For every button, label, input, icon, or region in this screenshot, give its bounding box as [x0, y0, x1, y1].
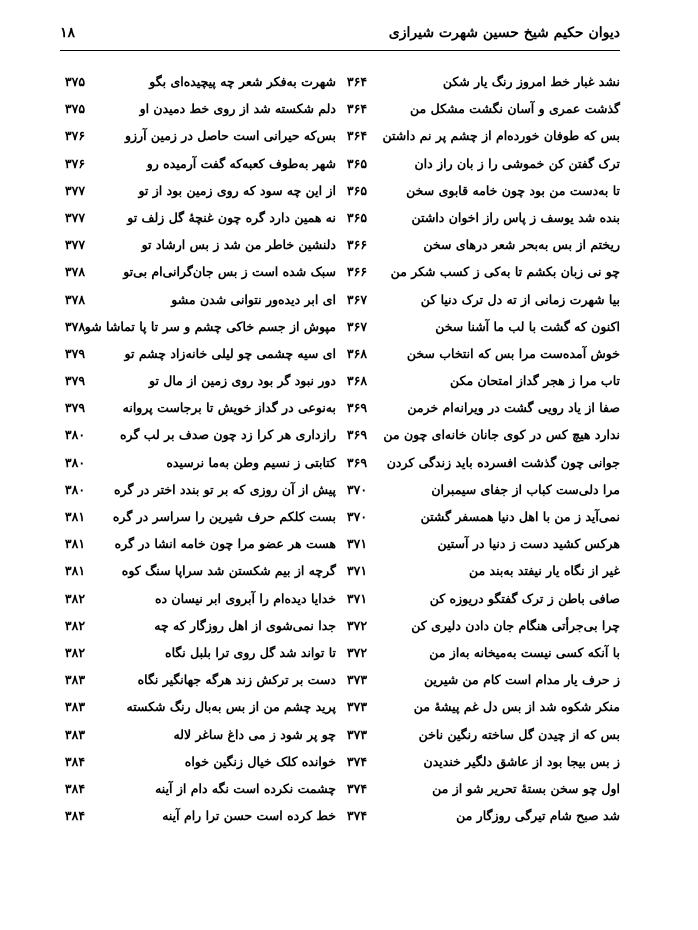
right-page-number: ۳۷۱	[346, 590, 368, 606]
right-verse: تاب مرا ز هجر گداز امتحان مکن	[450, 373, 620, 389]
left-page-number: ۳۸۴	[64, 780, 86, 796]
index-row	[0, 177, 698, 204]
right-verse: ز بس بیجا بود از عاشق دلگیر خندیدن	[423, 753, 620, 769]
right-verse: اکنون که گشت با لب ما آشنا سخن	[435, 318, 620, 334]
left-verse: سبک شده است ز بس جان‌گرانی‌ام بی‌تو	[123, 264, 336, 280]
right-verse: چرا بی‌جرأتی هنگام جان دادن دلیری کن	[411, 617, 620, 633]
left-verse: مپوش از جسم خاکی چشم و سر تا پا تماشا شو	[84, 318, 336, 334]
index-row	[0, 639, 698, 666]
left-verse: دلنشین خاطر من شد ز بس ارشاد تو	[141, 237, 336, 253]
right-page-number: ۳۷۳	[346, 726, 368, 742]
right-verse: بنده شد یوسف ز پاس راز اخوان داشتن	[411, 209, 620, 225]
right-page-number: ۳۶۶	[346, 237, 368, 253]
right-page-number: ۳۶۴	[346, 74, 368, 89]
right-verse: ز حرف یار مدام است کام من شیرین	[424, 672, 620, 688]
left-verse: شهر به‌طوف کعبه‌که گفت آرمیده رو	[146, 155, 336, 171]
index-row	[0, 122, 698, 149]
left-page-number: ۳۷۶	[64, 155, 86, 171]
right-page-number: ۳۶۷	[346, 318, 368, 334]
right-page-number: ۳۷۴	[346, 808, 368, 824]
right-verse: شد صبح شام تیرگی روزگار من	[456, 808, 620, 824]
left-page-number: ۳۸۱	[64, 563, 86, 579]
left-verse: ای ابر دیده‌ور نتوانی شدن مشو	[171, 291, 336, 307]
left-verse: چو پر شود ز می داغ ساغر لاله	[173, 726, 336, 742]
right-verse: صفا از یاد رویی گشت در ویرانه‌ام خرمن	[407, 400, 620, 416]
header-rule	[60, 50, 620, 51]
left-page-number: ۳۸۰	[64, 481, 86, 497]
left-verse: چشمت نکرده است نگه دام از آینه	[155, 780, 336, 796]
right-page-number: ۳۶۵	[346, 209, 368, 225]
right-verse: ندارد هیچ کس در کوی جانان خانه‌ای چون من	[383, 427, 620, 443]
right-page-number: ۳۶۸	[346, 345, 368, 361]
right-verse: بس که از چیدن گل ساخته رنگین ناخن	[418, 726, 620, 742]
right-page-number: ۳۷۳	[346, 699, 368, 715]
right-page-number: ۳۶۸	[346, 373, 368, 389]
left-verse: شهرت به‌فکر شعر چه پیچیده‌ای بگو	[149, 74, 336, 89]
index-row	[0, 721, 698, 748]
index-row	[0, 476, 698, 503]
left-page-number: ۳۸۳	[64, 672, 86, 688]
right-page-number: ۳۷۰	[346, 509, 368, 524]
left-page-number: ۳۷۸	[64, 318, 86, 334]
right-verse: نمی‌آید ز من با اهل دنیا همسفر گشتن	[420, 509, 620, 524]
right-verse: هرکس کشید دست ز دنیا در آستین	[437, 536, 620, 552]
index-row	[0, 258, 698, 285]
right-page-number: ۳۶۵	[346, 182, 368, 198]
index-table	[0, 68, 698, 829]
right-page-number: ۳۷۱	[346, 563, 368, 579]
right-verse: ریختم از بس به‌بحر شعر درهای سخن	[423, 237, 620, 253]
page-number: ۱۸	[60, 25, 76, 41]
left-verse: بست کلکم حرف شیرین را سراسر در گره	[112, 509, 336, 524]
left-verse: رازداری هر کرا زد چون صدف بر لب گره	[120, 427, 336, 443]
left-verse: دلم شکسته شد از روی خط دمیدن او	[139, 101, 336, 117]
left-page-number: ۳۸۲	[64, 644, 86, 660]
left-page-number: ۳۸۳	[64, 699, 86, 715]
left-page-number: ۳۷۸	[64, 264, 86, 280]
index-row	[0, 802, 698, 829]
left-page-number: ۳۸۳	[64, 726, 86, 742]
right-verse: صافی باطن ز ترک گفتگو دریوزه کن	[429, 590, 620, 606]
right-verse: با آنکه کسی نیست به‌میخانه به‌از من	[429, 644, 620, 660]
left-page-number: ۳۷۷	[64, 209, 86, 225]
left-page-number: ۳۷۵	[64, 101, 86, 117]
left-verse: کتابتی ز نسیم وطن به‌ما نرسیده	[166, 454, 336, 470]
index-row	[0, 612, 698, 639]
right-verse: اول چو سخن بستهٔ تحریر شو از من	[432, 780, 620, 796]
right-page-number: ۳۷۲	[346, 617, 368, 633]
header-title: دیوان حکیم شیخ حسین شهرت شیرازی	[388, 25, 620, 41]
index-row	[0, 585, 698, 612]
right-page-number: ۳۶۶	[346, 264, 368, 280]
right-verse: نشد غبار خط امروز رنگ یار شکن	[442, 74, 620, 89]
index-row	[0, 150, 698, 177]
left-page-number: ۳۸۱	[64, 509, 86, 524]
left-page-number: ۳۸۴	[64, 808, 86, 824]
left-verse: تا تواند شد گل روی ترا بلبل نگاه	[165, 644, 336, 660]
index-row	[0, 231, 698, 258]
page-header	[60, 20, 620, 46]
right-verse: تا به‌دست من بود چون خامه قابوی سخن	[406, 182, 620, 198]
left-verse: بس‌که حیرانی است حاصل در زمین آرزو	[125, 128, 336, 144]
right-page-number: ۳۶۹	[346, 454, 368, 470]
right-verse: منکر شکوه شد از بس دل غم پیشهٔ من	[413, 699, 620, 715]
right-verse: مرا دلی‌ست کباب از جفای سیمبران	[431, 481, 620, 497]
index-row	[0, 666, 698, 693]
left-page-number: ۳۸۲	[64, 590, 86, 606]
left-verse: ای سیه چشمی چو لیلی خانه‌زاد چشم تو	[124, 345, 336, 361]
index-row	[0, 367, 698, 394]
index-row	[0, 204, 698, 231]
index-row	[0, 748, 698, 775]
left-page-number: ۳۷۹	[64, 373, 86, 389]
right-page-number: ۳۷۳	[346, 672, 368, 688]
index-row	[0, 68, 698, 95]
index-row	[0, 340, 698, 367]
left-verse: هست هر عضو مرا چون خامه انشا در گره	[114, 536, 336, 552]
left-verse: پیش از آن روزی که بر تو بندد اختر در گره	[114, 481, 336, 497]
right-verse: گذشت عمری و آسان نگشت مشکل من	[410, 101, 620, 117]
left-verse: نه همین دارد گره چون غنچهٔ گل زلف تو	[127, 209, 336, 225]
index-row	[0, 95, 698, 122]
left-page-number: ۳۸۲	[64, 617, 86, 633]
index-row	[0, 530, 698, 557]
right-verse: غیر از نگاه یار نیفتد به‌بند من	[468, 563, 620, 579]
left-verse: از این چه سود که روی زمین بود از تو	[138, 182, 336, 198]
left-page-number: ۳۷۸	[64, 291, 86, 307]
index-row	[0, 286, 698, 313]
left-page-number: ۳۸۱	[64, 536, 86, 552]
index-row	[0, 449, 698, 476]
right-verse: بیا شهرت زمانی از ته دل ترک دنیا کن	[420, 291, 620, 307]
right-page-number: ۳۷۴	[346, 753, 368, 769]
index-row	[0, 693, 698, 720]
left-page-number: ۳۸۰	[64, 454, 86, 470]
index-row	[0, 421, 698, 448]
right-page-number: ۳۷۰	[346, 481, 368, 497]
right-page-number: ۳۶۵	[346, 155, 368, 171]
left-page-number: ۳۸۴	[64, 753, 86, 769]
right-page-number: ۳۶۹	[346, 400, 368, 416]
left-page-number: ۳۸۰	[64, 427, 86, 443]
right-page-number: ۳۶۷	[346, 291, 368, 307]
index-row	[0, 557, 698, 584]
left-page-number: ۳۷۶	[64, 128, 86, 144]
right-verse: ترک گفتن کن خموشی را ز بان راز دان	[414, 155, 620, 171]
right-page-number: ۳۷۲	[346, 644, 368, 660]
left-page-number: ۳۷۹	[64, 400, 86, 416]
index-row	[0, 503, 698, 530]
left-page-number: ۳۷۹	[64, 345, 86, 361]
left-verse: جدا نمی‌شوی از اهل روزگار که چه	[154, 617, 336, 633]
index-row	[0, 313, 698, 340]
left-page-number: ۳۷۷	[64, 237, 86, 253]
right-verse: خوش آمده‌ست مرا بس که انتخاب سخن	[406, 345, 620, 361]
left-verse: خط کرده است حسن ترا رام آینه	[162, 808, 336, 824]
right-verse: جوانی چون گذشت افسرده باید زندگی کردن	[386, 454, 620, 470]
left-verse: گرچه از بیم شکستن شد سراپا سنگ کوه	[121, 563, 336, 579]
left-page-number: ۳۷۵	[64, 74, 86, 89]
left-page-number: ۳۷۷	[64, 182, 86, 198]
left-verse: خوانده کلک خیال زنگین خواه	[184, 753, 336, 769]
left-verse: دور نبود گر بود روی زمین از مال تو	[149, 373, 336, 389]
left-verse: به‌نوعی در گداز خویش تا برجاست پروانه	[122, 400, 336, 416]
right-verse: بس که طوفان خورده‌ام از چشم پر نم داشتن	[382, 128, 620, 144]
right-page-number: ۳۶۴	[346, 128, 368, 144]
right-verse: چو نی زبان بکشم تا به‌کی ز کسب شکر من	[390, 264, 620, 280]
left-verse: دست بر ترکش زند هرگه جهانگیر نگاه	[137, 672, 336, 688]
right-page-number: ۳۶۴	[346, 101, 368, 117]
left-verse: پرید چشم من از بس به‌بال رنگ شکسته	[126, 699, 336, 715]
index-row	[0, 775, 698, 802]
right-page-number: ۳۷۴	[346, 780, 368, 796]
right-page-number: ۳۶۹	[346, 427, 368, 443]
right-page-number: ۳۷۱	[346, 536, 368, 552]
index-row	[0, 394, 698, 421]
left-verse: خدایا دیده‌ام را آبروی ابر نیسان ده	[154, 590, 336, 606]
